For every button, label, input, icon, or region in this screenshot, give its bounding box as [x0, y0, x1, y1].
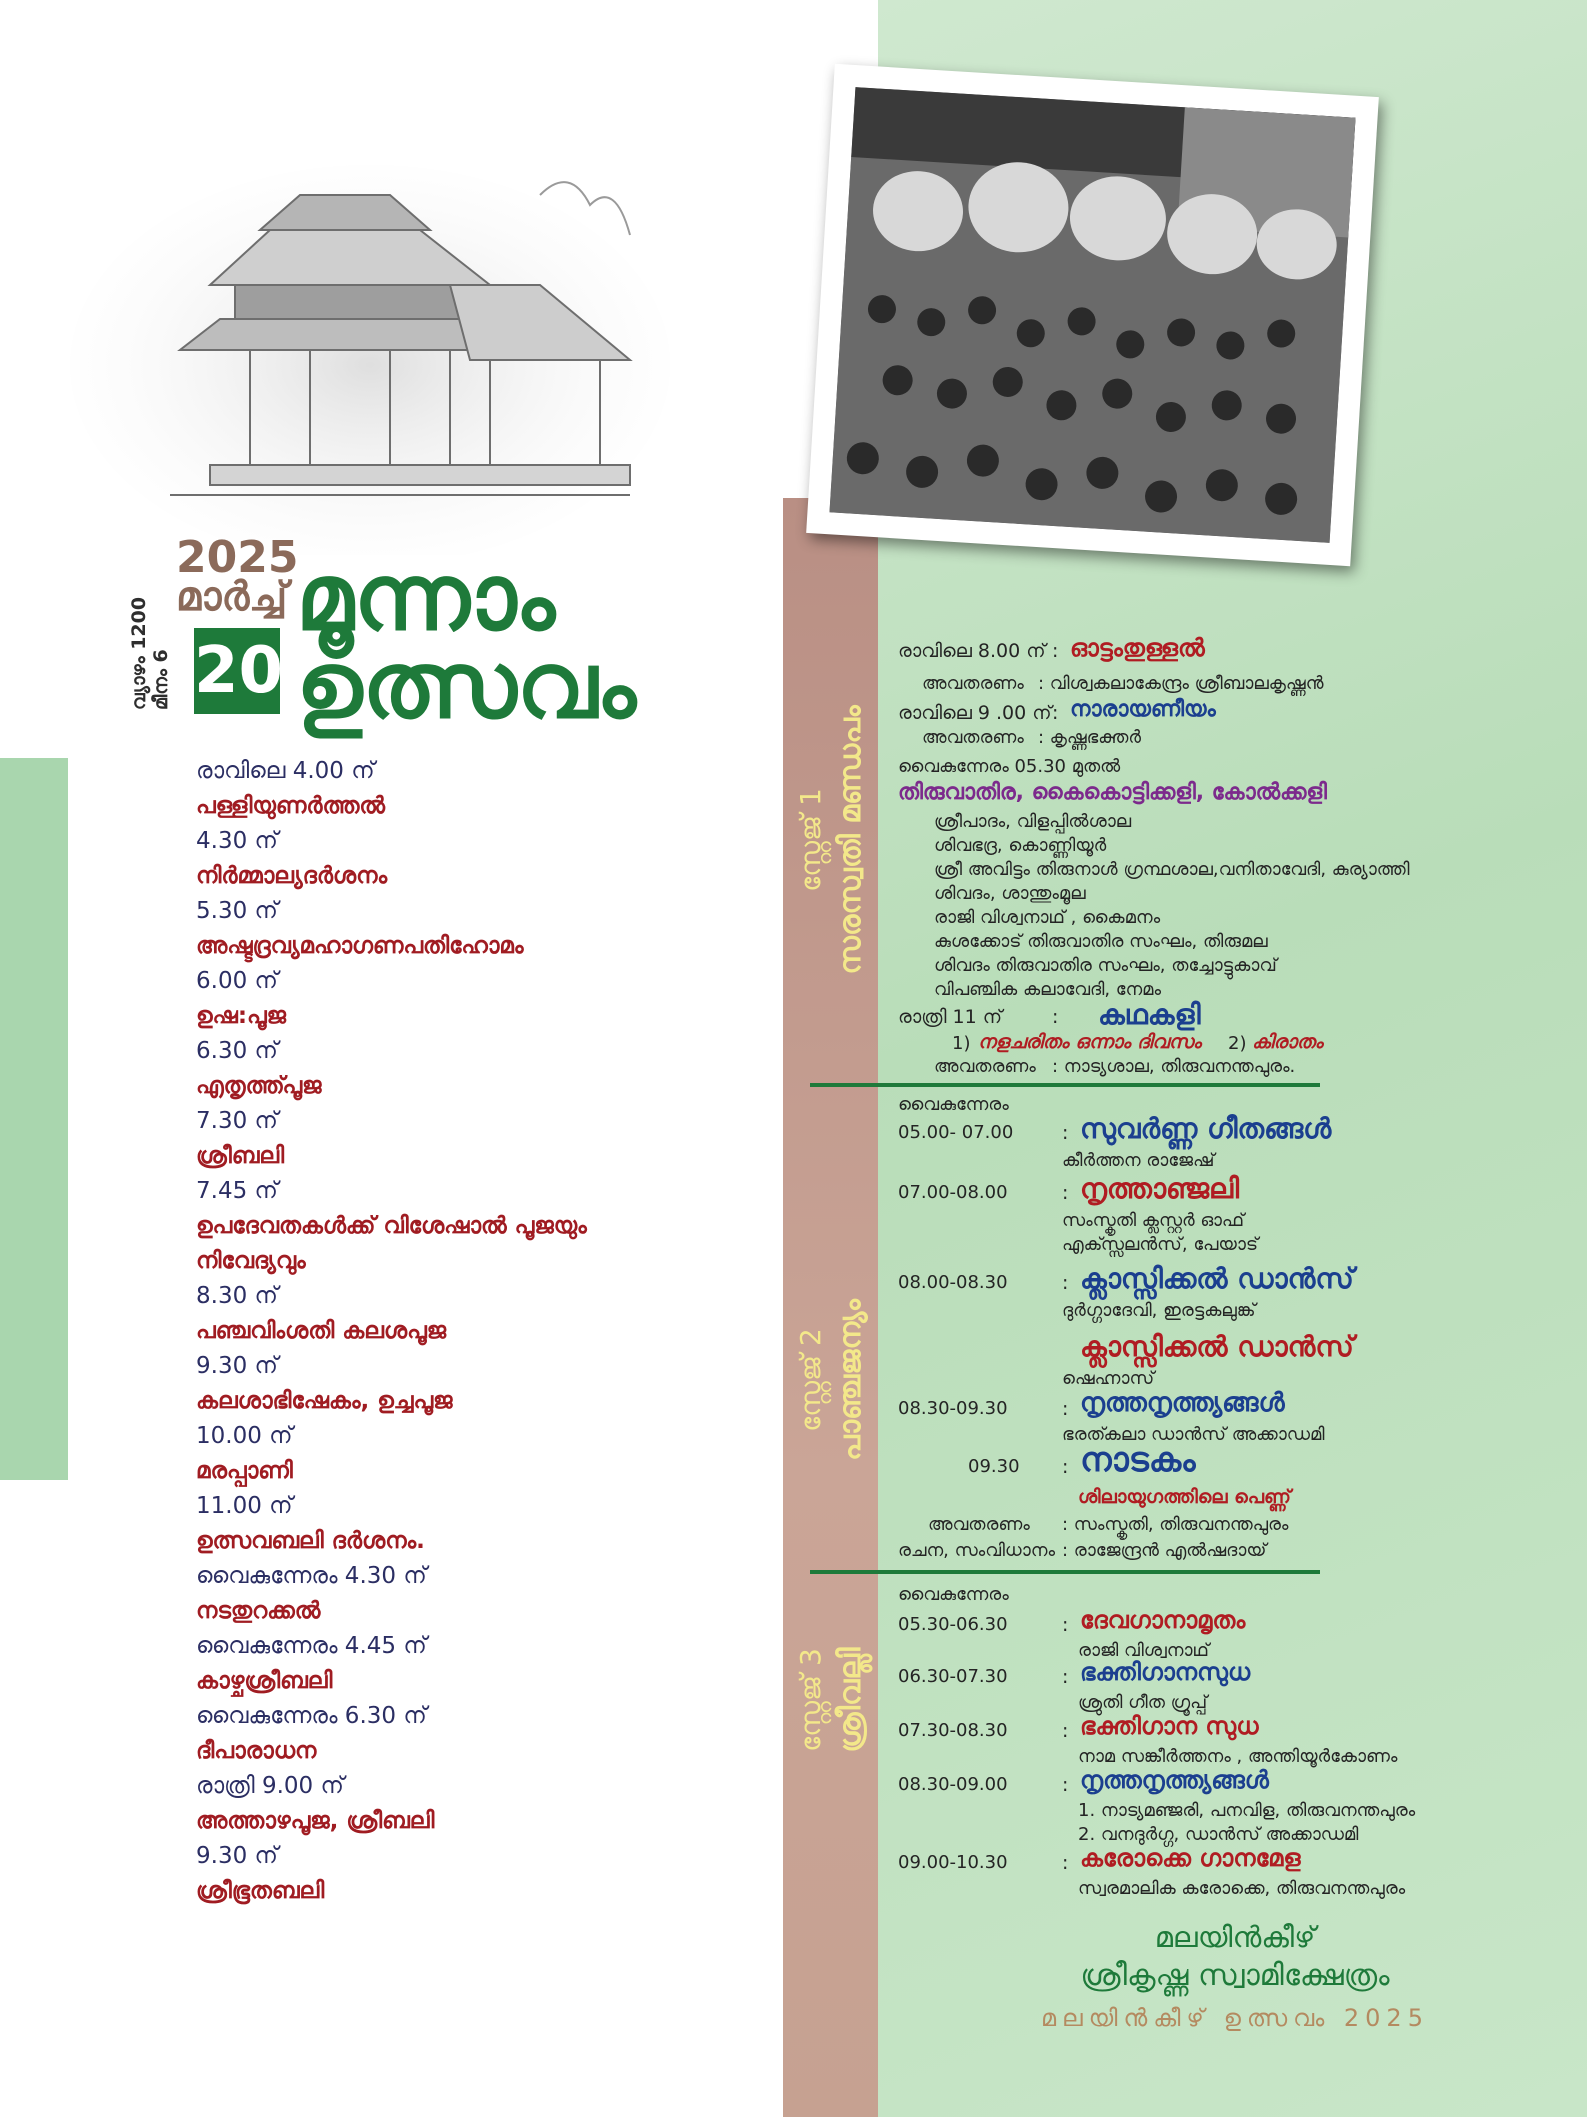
stage-2-number: സ്റ്റേജ് 2: [794, 1328, 827, 1432]
schedule-time: രാവിലെ 4.00 ന്: [196, 758, 375, 784]
s1-group: ശ്രീപാദം, വിളപ്പിൽശാല: [934, 811, 1132, 832]
s2-time: 07.00-08.00: [898, 1182, 1008, 1203]
schedule-time: വൈകുന്നേരം 4.30 ന്: [196, 1563, 427, 1589]
temple-sketch-illustration: [70, 135, 670, 555]
kollam-year: വ്യാഴം 1200: [128, 596, 150, 710]
temple-name-line-2: ശ്രീകൃഷ്ണ സ്വാമിക്ഷേത്രം: [1080, 1958, 1390, 1993]
s1-kathakali-num-1: 1): [952, 1033, 971, 1054]
s3-performer: 1. നാട്യമഞ്ജരി, പനവിള, തിരുവനന്തപുരം: [1078, 1800, 1416, 1821]
s1-group: ശിവഭദ്ര, കൊണ്ണിയൂർ: [934, 835, 1107, 856]
s3-colon: :: [1062, 1774, 1069, 1796]
schedule-time: 6.00 ന്: [196, 968, 278, 994]
schedule-time: 5.30 ന്: [196, 898, 278, 924]
s2-performer: എക്സ്സലൻസ്, പേയാട്: [1062, 1234, 1259, 1255]
stage-2-label: [786, 1230, 876, 1530]
s2-colon: :: [1062, 1398, 1069, 1420]
s1-presenter: : കൃഷ്ണഭക്തർ: [1038, 727, 1141, 748]
schedule-event: ദീപാരാധന: [196, 1738, 317, 1764]
s2-presenter: : സംസ്കൃതി, തിരുവനന്തപുരം: [1062, 1514, 1289, 1535]
year-text: 2025: [176, 532, 299, 583]
s3-performer: രാജി വിശ്വനാഥ്: [1078, 1640, 1209, 1661]
s1-kathakali-num-2: 2): [1228, 1033, 1247, 1054]
s1-group: വിപഞ്ചിക കലാവേദി, നേമം: [934, 979, 1161, 1000]
s2-performer: ഭരത്കലാ ഡാൻസ് അക്കാഡമി: [1062, 1424, 1325, 1445]
s3-header: വൈകുന്നേരം: [898, 1584, 1009, 1605]
schedule-time: 7.45 ന്: [196, 1178, 278, 1204]
s2-title: സുവർണ്ണ ഗീതങ്ങൾ: [1080, 1112, 1332, 1145]
schedule-event: അത്താഴപൂജ, ശ്രീബലി: [196, 1808, 435, 1834]
schedule-event: ഉത്സവബലി ദർശനം.: [196, 1528, 425, 1554]
s2-colon: :: [1062, 1182, 1069, 1204]
s1-presenter-label: അവതരണം: [934, 1056, 1036, 1077]
schedule-event: നിവേദ്യവും: [196, 1248, 306, 1274]
s1-kathakali-story-2: കിരാതം: [1252, 1031, 1323, 1053]
schedule-time: 10.00 ന്: [196, 1423, 293, 1449]
schedule-event: മരപ്പാണി: [196, 1458, 293, 1484]
schedule-event: അഷ്ടദ്രവ്യമഹാഗണപതിഹോമം: [196, 933, 524, 959]
festival-name: മലയിൻകീഴ് ഉത്സവം 2025: [1041, 2004, 1429, 2032]
s2-title: നൃത്തനൃത്ത്യങ്ങൾ: [1080, 1388, 1285, 1418]
schedule-time: വൈകുന്നേരം 4.45 ന്: [196, 1633, 427, 1659]
s3-colon: :: [1062, 1614, 1069, 1636]
schedule-event: ശ്രീഭൂതബലി: [196, 1878, 325, 1904]
s1-event-narayaneeyam: നാരായണീയം: [1070, 697, 1216, 722]
day-badge: 20: [194, 628, 280, 714]
s1-time-4: രാത്രി 11 ന്: [898, 1006, 1003, 1028]
s3-colon: :: [1062, 1720, 1069, 1742]
s1-colon-1: :: [1052, 640, 1059, 662]
title-line-1: മൂന്നാം: [296, 544, 555, 651]
s2-colon: :: [1062, 1122, 1069, 1144]
schedule-time: 9.30 ന്: [196, 1843, 278, 1869]
s3-time: 06.30-07.30: [898, 1666, 1008, 1687]
schedule-time: 9.30 ന്: [196, 1353, 278, 1379]
stage-3-label: [786, 1600, 876, 1800]
stage-divider: [810, 1083, 1320, 1087]
malayalam-date: മീനം 6: [150, 649, 172, 710]
s1-time-1: രാവിലെ 8.00 ന്: [898, 640, 1046, 662]
s2-performer: ഷെഹ്നാസ്: [1062, 1368, 1155, 1389]
s3-time: 07.30-08.30: [898, 1720, 1008, 1741]
left-decor-bar: [0, 758, 68, 1480]
s3-title: കരോക്കെ ഗാനമേള: [1080, 1844, 1301, 1872]
s1-group: കുശക്കോട് തിരുവാതിര സംഘം, തിരുമല: [934, 931, 1268, 952]
stage-1-label: [786, 660, 876, 1020]
title-line-2: ഉത്സവം: [296, 632, 636, 739]
s1-event-kathakali: കഥകളി: [1098, 998, 1201, 1031]
s3-time: 05.30-06.30: [898, 1614, 1008, 1635]
stage-divider: [810, 1570, 1320, 1574]
s2-colon: :: [1062, 1456, 1069, 1478]
s3-performer: 2. വനദുർഗ്ഗ, ഡാൻസ് അക്കാഡമി: [1078, 1824, 1359, 1845]
s2-performer: കീർത്തന രാജേഷ്: [1062, 1150, 1215, 1171]
s1-presenter-label: അവതരണം: [922, 727, 1024, 748]
s1-kathakali-story-1: നളചരിതം ഒന്നാം ദിവസം: [978, 1031, 1202, 1053]
temple-name-line-1: മലയിൻകീഴ്: [1154, 1920, 1316, 1954]
s1-presenter-label: അവതരണം: [922, 673, 1024, 694]
s2-time: 05.00- 07.00: [898, 1122, 1014, 1143]
elephant-procession-photo: [829, 87, 1355, 543]
s2-colon: :: [1062, 1272, 1069, 1294]
schedule-time: 6.30 ന്: [196, 1038, 278, 1064]
s1-group: ശിവദം, ശാന്തുംമൂല: [934, 883, 1086, 904]
schedule-event: ശ്രീബലി: [196, 1143, 285, 1169]
schedule-time: 7.30 ന്: [196, 1108, 278, 1134]
s1-colon-2: :: [1052, 702, 1059, 724]
s2-play-name: ശിലായുഗത്തിലെ പെണ്ണ്: [1078, 1486, 1291, 1508]
s3-performer: സ്വരമാലിക കരോക്കെ, തിരുവനന്തപുരം: [1078, 1878, 1406, 1899]
schedule-event: പഞ്ചവിംശതി കലശപൂജ: [196, 1318, 447, 1344]
s1-presenter: : നാട്യശാല, തിരുവനന്തപുരം.: [1052, 1056, 1296, 1077]
s1-time-2: രാവിലെ 9 .00 ന്: [898, 702, 1052, 724]
s1-time-3: വൈകുന്നേരം 05.30 മുതൽ: [898, 756, 1121, 777]
s1-event-thiruvathira: തിരുവാതിര, കൈകൊട്ടിക്കളി, കോൽക്കളി: [898, 780, 1327, 805]
s3-title: ഭക്തിഗാന സുധ: [1080, 1712, 1259, 1740]
s1-event-ottamthullal: ഓട്ടംതുള്ളൽ: [1070, 634, 1205, 662]
s3-title: നൃത്തനൃത്ത്യങ്ങൾ: [1080, 1766, 1269, 1794]
main-schedule: [196, 754, 756, 1909]
month-text: മാർച്ച്: [176, 574, 288, 620]
schedule-event: കലശാഭിഷേകം, ഉച്ചപൂജ: [196, 1388, 453, 1414]
s2-title: ക്ലാസ്സിക്കൽ ഡാൻസ്: [1080, 1330, 1354, 1363]
schedule-time: രാത്രി 9.00 ന്: [196, 1773, 344, 1799]
s2-presenter-label: അവതരണം: [928, 1514, 1030, 1535]
s2-title-nadakam: നാടകം: [1080, 1440, 1196, 1480]
schedule-time: 8.30 ന്: [196, 1283, 278, 1309]
s3-title: ഭക്തിഗാനസുധ: [1080, 1658, 1251, 1686]
s2-performer: സംസ്കൃതി ക്ലസ്റ്റർ ഓഫ്: [1062, 1210, 1245, 1231]
s2-performer: ദുർഗ്ഗാദേവി, ഇരട്ടകലുങ്ക്: [1062, 1300, 1256, 1321]
s2-writer: : രാജേന്ദ്രൻ എൽഷദായ്: [1062, 1540, 1267, 1561]
kollam-date: [128, 590, 172, 710]
stage-2-name: പാഞ്ചജന്യം: [833, 1299, 868, 1461]
schedule-event: നടതുറക്കൽ: [196, 1598, 321, 1624]
s3-time: 08.30-09.00: [898, 1774, 1008, 1795]
s3-performer: നാമ സങ്കീർത്തനം , അന്തിയൂർകോണം: [1078, 1746, 1398, 1767]
s1-colon-4: :: [1052, 1006, 1059, 1028]
stage-1-number: സ്റ്റേജ് 1: [794, 788, 827, 892]
s1-group: രാജി വിശ്വനാഥ് , കൈമനം: [934, 907, 1161, 928]
s3-colon: :: [1062, 1666, 1069, 1688]
schedule-event: ഉഷ:പൂജ: [196, 1003, 287, 1029]
stage-3-number: സ്റ്റേജ് 3: [794, 1648, 827, 1752]
schedule-event: നിർമ്മാല്യദർശനം: [196, 863, 388, 889]
s3-title: ദേവഗാനാമൃതം: [1080, 1606, 1246, 1634]
s3-time: 09.00-10.30: [898, 1852, 1008, 1873]
schedule-time: 11.00 ന്: [196, 1493, 293, 1519]
s2-time: 09.30: [968, 1456, 1020, 1477]
schedule-event: പള്ളിയുണർത്തൽ: [196, 793, 386, 819]
schedule-time: 4.30 ന്: [196, 828, 278, 854]
schedule-time: വൈകുന്നേരം 6.30 ന്: [196, 1703, 427, 1729]
s2-time: 08.30-09.30: [898, 1398, 1008, 1419]
s2-time: 08.00-08.30: [898, 1272, 1008, 1293]
stage-1-name: സരസ്വതി മണ്ഡപം: [833, 705, 868, 975]
s1-group: ശ്രീ അവിട്ടം തിരുനാൾ ഗ്രന്ഥശാല,വനിതാവേദി, കുര്യാത്തി: [934, 859, 1410, 880]
schedule-event: ഉപദേവതകൾക്ക് വിശേഷാൽ പൂജയും: [196, 1213, 587, 1239]
schedule-event: എതൃത്ത്പൂജ: [196, 1073, 322, 1099]
s2-header: വൈകുന്നേരം: [898, 1094, 1009, 1115]
festival-photo: [806, 64, 1379, 566]
stage-3-name: ശ്രീവല്ലി: [833, 1647, 868, 1753]
s3-colon: :: [1062, 1852, 1069, 1874]
s2-title: നൃത്താഞ്ജലി: [1080, 1172, 1240, 1205]
s2-writer-label: രചന, സംവിധാനം: [898, 1540, 1055, 1561]
s3-performer: ശ്രുതി ഗീത ഗ്രൂപ്പ്: [1078, 1692, 1208, 1713]
schedule-event: കാഴ്ചശ്രീബലി: [196, 1668, 333, 1694]
s1-group: ശിവദം തിരുവാതിര സംഘം, തച്ചോട്ടുകാവ്: [934, 955, 1277, 976]
s2-title: ക്ലാസ്സിക്കൽ ഡാൻസ്: [1080, 1262, 1354, 1295]
s1-presenter: : വിശ്വകലാകേന്ദ്രം ശ്രീബാലകൃഷ്ണൻ: [1038, 673, 1324, 694]
